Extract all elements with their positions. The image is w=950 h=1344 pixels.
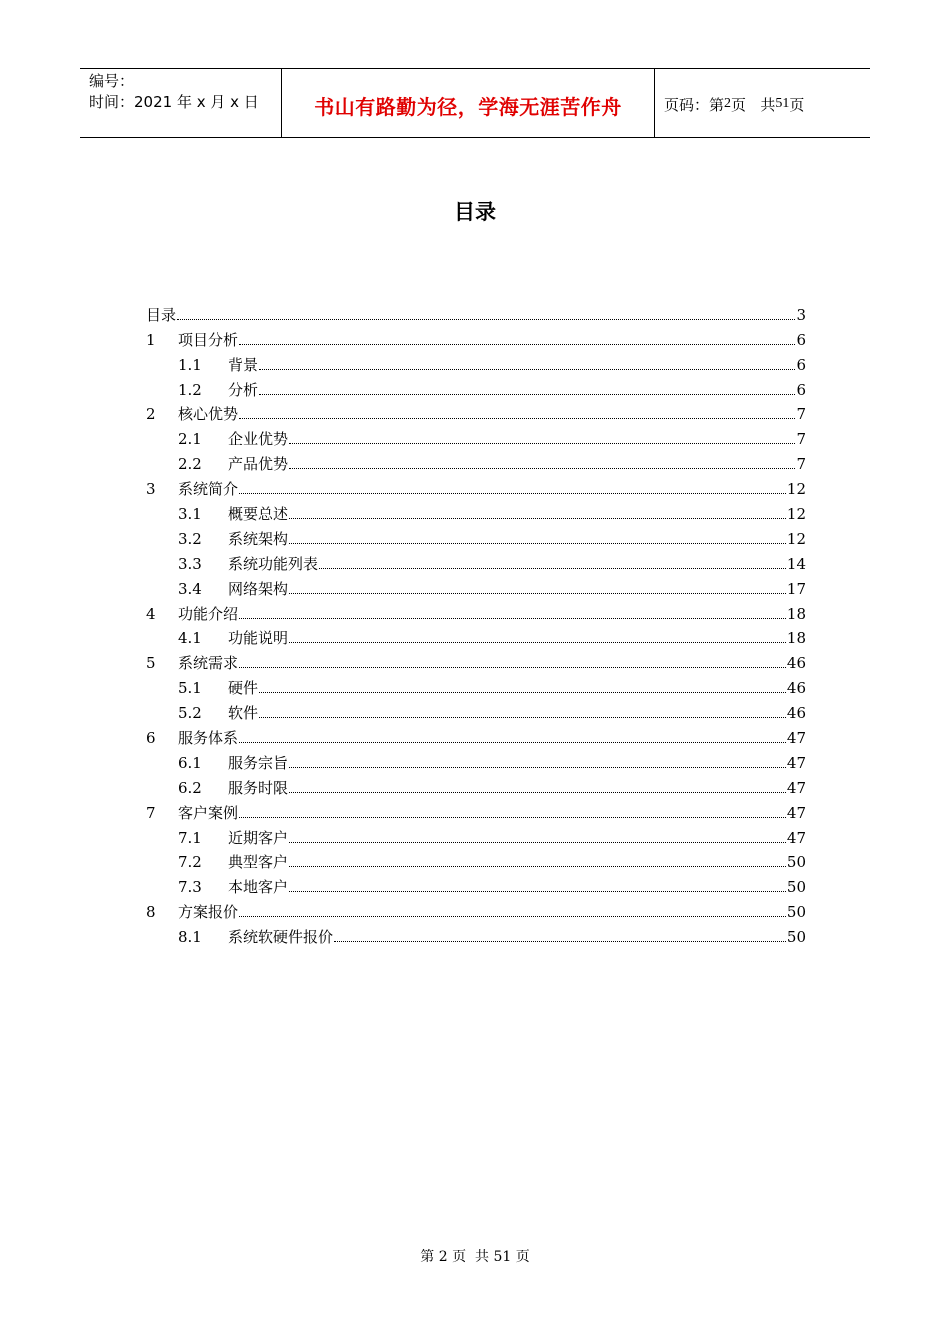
toc-entry-number: 7.1 [178,828,202,847]
toc-entry-page: 7 [796,405,806,424]
toc-entry-page: 12 [786,505,806,524]
toc-entry-label: 方案报价 [178,903,239,922]
toc-entry-label: 本地客户 [228,878,289,897]
page-header [80,68,870,138]
toc-entry-label: 系统软硬件报价 [228,928,334,947]
toc-entry-page: 6 [796,330,806,349]
toc-entry-number: 8 [146,903,156,922]
toc-entry-number: 3.3 [178,554,202,573]
toc-dot-leader [289,842,786,843]
toc-entry-number: 8.1 [178,928,202,947]
toc-dot-leader [289,593,786,594]
toc-entry-page: 12 [786,480,806,499]
toc-dot-leader [334,941,786,942]
toc-entry-page: 7 [796,455,806,474]
toc-entry-page: 6 [796,355,806,374]
toc-entry-page: 3 [796,305,806,324]
toc-entry-label: 背景 [228,355,259,374]
toc-dot-leader [289,518,786,519]
toc-entry-page: 47 [786,778,806,797]
time-label: 时间：2021 年 x 月 x 日 [89,93,259,111]
toc-entry-label: 客户案例 [178,803,239,822]
toc-entry[interactable] [146,350,806,375]
toc-entry-number: 1.2 [178,380,202,399]
toc-entry-page: 46 [786,679,806,698]
toc-entry[interactable] [146,798,806,823]
toc-entry-label: 项目分析 [178,330,239,349]
toc-entry[interactable] [146,325,806,350]
toc-dot-leader [289,468,795,469]
toc-dot-leader [239,742,786,743]
toc-entry-number: 5 [146,654,156,673]
toc-entry-label: 系统功能列表 [228,554,319,573]
toc-entry[interactable] [146,624,806,649]
toc-dot-leader [289,891,786,892]
toc-entry-number: 7 [146,803,156,822]
toc-entry[interactable] [146,823,806,848]
toc-entry-number: 6.1 [178,753,202,772]
toc-entry-page: 18 [786,604,806,623]
header-page-info [655,69,870,137]
header-motto-cell [282,69,655,137]
toc-entry-label: 典型客户 [228,853,289,872]
toc-entry-page: 47 [786,803,806,822]
toc-entry-page: 18 [786,629,806,648]
toc-entry-page: 50 [786,928,806,947]
serial-label: 编号： [89,72,135,90]
toc-dot-leader [289,767,786,768]
toc-entry[interactable] [146,474,806,499]
footer-suffix: 页 [515,1249,530,1265]
toc-entry[interactable] [146,449,806,474]
toc-entry-page: 47 [786,729,806,748]
toc-entry-number: 7.3 [178,878,202,897]
toc-entry-number: 1 [146,330,156,349]
toc-dot-leader [239,667,786,668]
toc-dot-leader [289,792,786,793]
toc-entry-number: 1.1 [178,355,202,374]
toc-dot-leader [239,817,786,818]
toc-dot-leader [259,717,786,718]
toc-dot-leader [239,618,786,619]
page-total: 51 [775,96,790,111]
toc-entry[interactable] [146,922,806,947]
toc-entry-page: 17 [786,579,806,598]
toc-entry[interactable] [146,897,806,922]
toc-entry-page: 14 [786,554,806,573]
toc-entry[interactable] [146,300,806,325]
page-footer [0,1246,950,1266]
toc-dot-leader [289,866,786,867]
toc-entry[interactable] [146,549,806,574]
toc-entry-label: 分析 [228,380,259,399]
toc-entry-label: 硬件 [228,679,259,698]
page-title: 目录 [454,200,496,224]
toc-entry[interactable] [146,673,806,698]
header-meta [80,69,282,137]
toc-entry[interactable] [146,748,806,773]
toc-entry-page: 46 [786,654,806,673]
toc-entry-number: 3.4 [178,579,202,598]
toc-entry-number: 3.2 [178,529,202,548]
motto: 书山有路勤为径，学海无涯苦作舟 [314,94,622,119]
toc-entry[interactable] [146,424,806,449]
toc-entry-label: 近期客户 [228,828,289,847]
toc-dot-leader [259,692,786,693]
toc-entry-label: 产品优势 [228,455,289,474]
toc-entry[interactable] [146,400,806,425]
toc-entry-number: 6 [146,729,156,748]
toc-dot-leader [239,493,786,494]
toc-entry-number: 4 [146,604,156,623]
toc-dot-leader [239,344,795,345]
toc-entry-number: 3.1 [178,505,202,524]
page-suffix: 页 [789,95,805,114]
toc-entry-label: 服务宗旨 [228,753,289,772]
page-mid: 页 共 [731,95,776,114]
toc-entry-number: 2 [146,405,156,424]
toc-dot-leader [289,543,786,544]
toc-entry-page: 50 [786,903,806,922]
page-current: 2 [724,96,732,111]
toc-entry[interactable] [146,872,806,897]
toc-entry-page: 7 [796,430,806,449]
toc-entry-page: 6 [796,380,806,399]
toc-entry-label: 核心优势 [178,405,239,424]
toc-entry-page: 46 [786,704,806,723]
table-of-contents [146,300,806,947]
toc-entry-number: 4.1 [178,629,202,648]
toc-entry-label: 功能说明 [228,629,289,648]
toc-dot-leader [259,369,795,370]
toc-entry-label: 目录 [146,305,177,324]
toc-entry[interactable] [146,375,806,400]
toc-entry[interactable] [146,499,806,524]
toc-entry-page: 47 [786,828,806,847]
toc-entry-number: 7.2 [178,853,202,872]
toc-entry-page: 50 [786,878,806,897]
toc-entry-number: 6.2 [178,778,202,797]
toc-dot-leader [319,568,786,569]
toc-entry[interactable] [146,848,806,873]
toc-entry[interactable] [146,524,806,549]
toc-dot-leader [259,394,795,395]
footer-current: 2 [438,1249,448,1265]
toc-entry-number: 5.1 [178,679,202,698]
toc-entry-label: 网络架构 [228,579,289,598]
footer-total: 51 [493,1249,512,1265]
toc-entry[interactable] [146,648,806,673]
toc-entry[interactable] [146,698,806,723]
toc-dot-leader [239,418,795,419]
toc-entry-number: 2.1 [178,430,202,449]
toc-entry-label: 功能介绍 [178,604,239,623]
footer-mid: 页 共 [452,1249,489,1265]
toc-dot-leader [289,443,795,444]
toc-entry-number: 3 [146,480,156,499]
toc-entry-page: 50 [786,853,806,872]
footer-prefix: 第 [420,1249,435,1265]
toc-entry-page: 47 [786,753,806,772]
toc-entry-label: 概要总述 [228,505,289,524]
toc-entry-label: 系统需求 [178,654,239,673]
toc-dot-leader [289,642,786,643]
toc-entry-label: 系统简介 [178,480,239,499]
toc-entry-label: 服务时限 [228,778,289,797]
toc-entry-label: 企业优势 [228,430,289,449]
toc-entry-number: 5.2 [178,704,202,723]
toc-entry[interactable] [146,574,806,599]
toc-entry-label: 服务体系 [178,729,239,748]
toc-entry[interactable] [146,723,806,748]
toc-entry[interactable] [146,599,806,624]
toc-entry-label: 软件 [228,704,259,723]
toc-entry-number: 2.2 [178,455,202,474]
toc-dot-leader [177,319,795,320]
toc-entry[interactable] [146,773,806,798]
toc-dot-leader [239,916,786,917]
toc-entry-page: 12 [786,529,806,548]
page-prefix: 页码：第 [664,95,725,114]
toc-entry-label: 系统架构 [228,529,289,548]
